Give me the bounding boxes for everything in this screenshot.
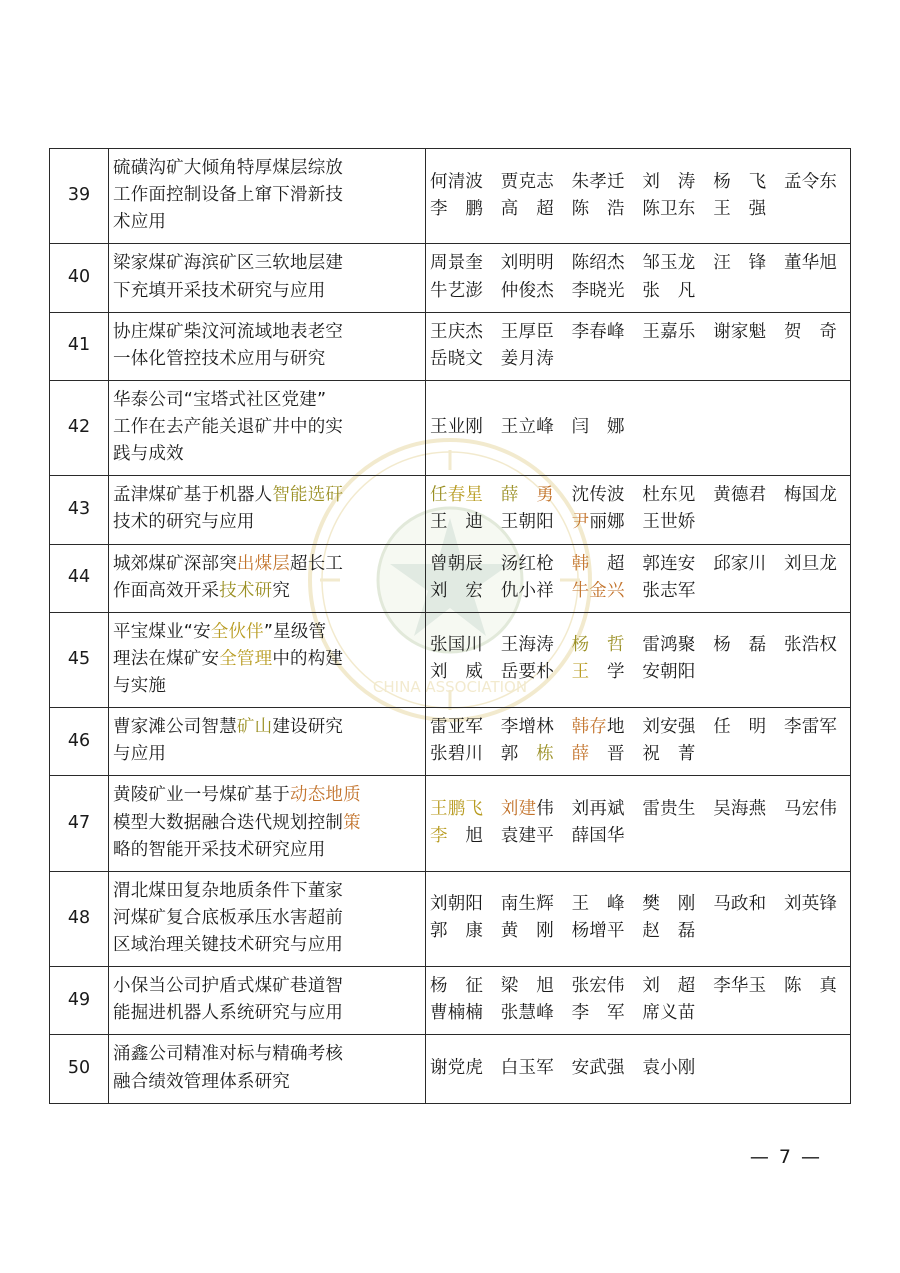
plain-text: 岳晓文 姜月涛 — [430, 348, 554, 369]
plain-text — [483, 485, 501, 505]
text-line — [113, 905, 421, 932]
plain-text: 雷鸿聚 杨 磊 张浩权 — [624, 635, 838, 656]
highlighted-text: 矿山 — [236, 717, 273, 738]
plain-text: 硫磺沟矿大倾角特厚煤层综放 — [113, 158, 344, 178]
plain-text: 刘朝阳 南生辉 王 峰 樊 刚 马政和 刘英锋 — [430, 894, 838, 915]
highlighted-text: 出煤层 — [236, 553, 291, 574]
highlighted-text: 杨 哲 — [571, 635, 625, 656]
plain-text — [554, 744, 572, 764]
plain-text: 融合绩效管理体系研究 — [113, 1071, 290, 1092]
results-table-body — [50, 149, 851, 1104]
text-line — [113, 837, 421, 864]
text-line — [113, 387, 421, 414]
plain-text: 工作在去产能关退矿井中的实 — [113, 417, 344, 437]
plain-text: 超长工 — [290, 553, 344, 574]
row-contributors — [426, 1035, 851, 1103]
plain-text: 沈传波 杜东见 黄德君 梅国龙 — [553, 485, 838, 506]
plain-text: 曹楠楠 张慧峰 李 军 席义苗 — [430, 1003, 696, 1024]
row-contributors — [426, 612, 851, 707]
text-line — [113, 646, 421, 673]
text-line — [113, 509, 421, 536]
plain-text: 小保当公司护盾式煤矿巷道智 — [113, 976, 344, 997]
highlighted-text: 刘建 — [500, 798, 537, 819]
text-line — [430, 346, 846, 373]
text-line — [113, 441, 421, 468]
text-line — [113, 782, 421, 809]
text-line — [113, 878, 421, 905]
text-line — [430, 796, 846, 823]
row-title — [109, 244, 426, 312]
plain-text: 渭北煤田复杂地质条件下董家 — [113, 880, 344, 901]
plain-text: 超 郭连安 邱家川 刘旦龙 — [589, 553, 838, 574]
text-line — [113, 578, 421, 605]
text-line — [430, 169, 846, 196]
text-line — [430, 482, 846, 509]
table-row — [50, 544, 851, 612]
highlighted-text: 任 — [430, 485, 448, 506]
highlighted-text: 策 — [343, 812, 361, 833]
highlighted-text: 王 — [571, 662, 590, 683]
row-title — [109, 967, 426, 1035]
plain-text: 城郊煤矿深部突 — [113, 553, 237, 574]
plain-text: 王业刚 王立峰 闫 娜 — [430, 417, 625, 437]
table-row — [50, 776, 851, 871]
text-line — [113, 973, 421, 1000]
plain-text: 旭 袁建平 薛国华 — [447, 826, 625, 847]
text-line — [113, 209, 421, 236]
plain-text: 李 鹏 高 超 陈 浩 陈卫东 王 强 — [430, 198, 767, 219]
text-line — [430, 714, 846, 741]
row-title — [109, 149, 426, 244]
text-line — [430, 632, 846, 659]
table-row — [50, 871, 851, 966]
text-line — [430, 891, 846, 918]
table-row — [50, 244, 851, 312]
row-contributors — [426, 476, 851, 544]
text-line — [113, 551, 421, 578]
highlighted-text: 春星 — [447, 485, 484, 506]
row-number: 41 — [50, 312, 109, 380]
text-line — [113, 414, 421, 441]
highlighted-text: 全管理 — [219, 648, 273, 669]
text-line — [113, 482, 421, 509]
row-contributors — [426, 776, 851, 871]
table-row — [50, 612, 851, 707]
text-line — [113, 714, 421, 741]
text-line — [430, 1055, 846, 1082]
highlighted-text: 动态地质 — [290, 785, 361, 806]
plain-text: 平宝煤业“安 — [113, 621, 211, 642]
text-line — [113, 1000, 421, 1027]
plain-text: 地 刘安强 任 明 李雷军 — [607, 717, 838, 738]
row-number: 43 — [50, 476, 109, 544]
text-line — [430, 918, 846, 945]
plain-text: 华泰公司“宝塔式社区党建” — [113, 389, 327, 410]
text-line — [113, 619, 421, 646]
row-number: 42 — [50, 380, 109, 475]
table-row — [50, 312, 851, 380]
plain-text: 略的智能开采技术研究应用 — [113, 839, 326, 860]
row-contributors — [426, 544, 851, 612]
plain-text: 王庆杰 王厚臣 李春峰 王嘉乐 谢家魁 贺 奇 — [430, 321, 838, 342]
row-title — [109, 1035, 426, 1103]
text-line — [113, 1069, 421, 1096]
plain-text: 伟 刘再斌 雷贵生 吴海燕 马宏伟 — [536, 798, 838, 819]
highlighted-text: 韩存 — [571, 717, 608, 738]
text-line — [430, 973, 846, 1000]
text-line — [113, 932, 421, 959]
plain-text: 周景奎 刘明明 陈绍杰 邹玉龙 汪 锋 董华旭 — [430, 253, 838, 274]
text-line — [430, 278, 846, 305]
text-line — [113, 673, 421, 700]
plain-text: 牛艺澎 仲俊杰 李晓光 张 凡 — [430, 280, 696, 301]
plain-text: 雷亚军 李增林 — [430, 717, 572, 738]
plain-text: 涌鑫公司精准对标与精确考核 — [113, 1044, 344, 1065]
row-title — [109, 476, 426, 544]
text-line — [113, 278, 421, 305]
highlighted-text: 王鹏飞 — [430, 798, 484, 819]
text-line — [113, 741, 421, 768]
text-line — [430, 741, 846, 768]
plain-text — [483, 799, 501, 819]
plain-text: 丽娜 王世娇 — [589, 512, 696, 533]
plain-text: 一体化管控技术应用与研究 — [113, 348, 326, 369]
highlighted-text: 李 — [430, 826, 448, 847]
plain-text: 曹家滩公司智慧 — [113, 717, 237, 738]
plain-text: 能掘进机器人系统研究与应用 — [113, 1003, 344, 1024]
text-line — [430, 578, 846, 605]
row-title — [109, 776, 426, 871]
plain-text: 中的构建 — [272, 648, 344, 669]
row-number: 44 — [50, 544, 109, 612]
plain-text: 何清波 贾克志 朱孝迁 刘 涛 杨 飞 孟令东 — [430, 171, 838, 192]
highlighted-text: 薛 — [500, 485, 519, 506]
highlighted-text: 技术研 — [219, 580, 273, 601]
text-line — [430, 196, 846, 223]
row-number: 50 — [50, 1035, 109, 1103]
plain-text: 技术的研究与应用 — [113, 512, 255, 533]
row-contributors — [426, 871, 851, 966]
plain-text: 与实施 — [113, 676, 167, 696]
text-line — [113, 250, 421, 277]
plain-text: 河煤矿复合底板承压水害超前 — [113, 907, 344, 928]
text-line — [113, 182, 421, 209]
text-line — [113, 319, 421, 346]
row-number: 45 — [50, 612, 109, 707]
highlighted-text: 全伙伴 — [210, 621, 264, 642]
text-line — [430, 414, 846, 441]
highlighted-text: 勇 — [536, 485, 554, 506]
row-contributors — [426, 149, 851, 244]
row-title — [109, 380, 426, 475]
page-number: — 7 — — [749, 1146, 822, 1168]
plain-text: 张碧川 郭 — [430, 744, 537, 765]
row-title — [109, 312, 426, 380]
plain-text: 协庄煤矿柴汶河流域地表老空 — [113, 321, 344, 342]
plain-text: 工作面控制设备上窜下滑新技 — [113, 185, 344, 206]
plain-text: 究 — [272, 580, 291, 601]
plain-text: 梁家煤矿海滨矿区三软地层建 — [113, 253, 344, 274]
text-line — [113, 1041, 421, 1068]
text-line — [430, 551, 846, 578]
row-number: 39 — [50, 149, 109, 244]
text-line — [430, 319, 846, 346]
text-line — [430, 823, 846, 850]
row-title — [109, 612, 426, 707]
plain-text: 理法在煤矿安 — [113, 648, 220, 669]
plain-text: 作面高效开采 — [113, 580, 220, 601]
plain-text: 张志军 — [624, 580, 696, 601]
plain-text: 与应用 — [113, 744, 167, 765]
plain-text: 郭 康 黄 刚 杨增平 赵 磊 — [430, 921, 696, 942]
highlighted-text: 智能选矸 — [272, 485, 344, 506]
plain-text: 晋 祝 菁 — [589, 744, 696, 765]
text-line — [430, 659, 846, 686]
row-contributors — [426, 312, 851, 380]
plain-text: 区域治理关键技术研究与应用 — [113, 935, 344, 955]
plain-text: 刘 宏 仇小祥 — [430, 580, 572, 601]
table-row — [50, 708, 851, 776]
table-row — [50, 476, 851, 544]
plain-text: 王 迪 王朝阳 — [430, 512, 572, 533]
highlighted-text: 牛金兴 — [571, 580, 625, 601]
plain-text — [519, 485, 537, 505]
row-title — [109, 708, 426, 776]
plain-text: 黄陵矿业一号煤矿基于 — [113, 785, 290, 806]
results-table — [49, 148, 851, 1104]
text-line — [113, 346, 421, 373]
highlighted-text: 韩 — [571, 553, 590, 574]
row-number: 40 — [50, 244, 109, 312]
row-title — [109, 544, 426, 612]
highlighted-text: 尹 — [571, 512, 590, 533]
row-number: 46 — [50, 708, 109, 776]
plain-text: 谢党虎 白玉军 安武强 袁小刚 — [430, 1057, 696, 1078]
row-number: 49 — [50, 967, 109, 1035]
row-contributors — [426, 708, 851, 776]
text-line — [113, 155, 421, 182]
plain-text: ”星级管 — [263, 621, 327, 642]
table-row — [50, 380, 851, 475]
row-title — [109, 871, 426, 966]
plain-text: 下充填开采技术研究与应用 — [113, 280, 326, 301]
row-number: 48 — [50, 871, 109, 966]
plain-text: 刘 威 岳要朴 — [430, 662, 572, 683]
plain-text: 杨 征 梁 旭 张宏伟 刘 超 李华玉 陈 真 — [430, 976, 838, 997]
text-line — [113, 810, 421, 837]
text-line — [430, 1000, 846, 1027]
table-row — [50, 149, 851, 244]
text-line — [430, 250, 846, 277]
row-number: 47 — [50, 776, 109, 871]
highlighted-text: 栋 — [536, 744, 554, 765]
plain-text: 曾朝辰 汤红枪 — [430, 553, 572, 574]
plain-text: 模型大数据融合迭代规划控制 — [113, 812, 344, 833]
highlighted-text: 薛 — [571, 744, 590, 765]
row-contributors — [426, 244, 851, 312]
table-row — [50, 967, 851, 1035]
svg-text:CHINA ASSOCIATION: CHINA ASSOCIATION — [372, 678, 528, 696]
plain-text: 建设研究 — [272, 717, 344, 738]
row-contributors — [426, 967, 851, 1035]
plain-text: 践与成效 — [113, 444, 184, 465]
plain-text: 术应用 — [113, 212, 167, 233]
row-contributors — [426, 380, 851, 475]
plain-text: 学 安朝阳 — [589, 662, 696, 683]
plain-text: 孟津煤矿基于机器人 — [113, 485, 273, 506]
text-line — [430, 509, 846, 536]
plain-text: 张国川 王海涛 — [430, 635, 572, 656]
table-row — [50, 1035, 851, 1103]
